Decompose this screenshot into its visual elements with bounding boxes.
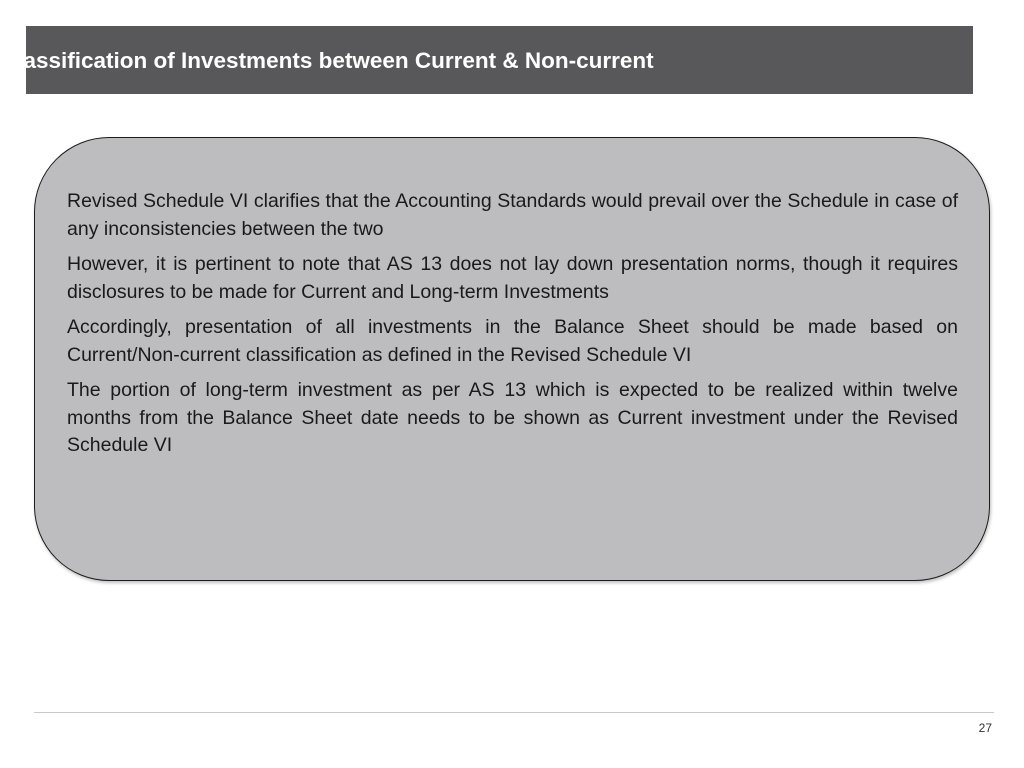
footer-divider (34, 712, 994, 713)
page-number: 27 (978, 721, 992, 735)
slide-title: Classification of Investments between Current & Non-current (1, 48, 654, 73)
paragraph-1: Revised Schedule VI clarifies that the Accounting Standards would prevail over the Schedule in case of any inconsistencies between the two (67, 190, 958, 240)
paragraph-2: However, it is pertinent to note that AS 13 does not lay down presentation norms, though it requires disclosures to be made for Current and Long-term Investments (67, 253, 958, 303)
paragraph-4: The portion of long-term investment as per AS 13 which is expected to be realized within twelve months from the Balance Sheet date needs to be shown as Current investment under the Revised Schedule VI (67, 379, 958, 456)
content-body (67, 188, 958, 468)
content-box (34, 137, 990, 581)
paragraph-3: Accordingly, presentation of all investments in the Balance Sheet should be made based on Current/Non-current classification as defined in the Revised Schedule VI (67, 316, 958, 366)
